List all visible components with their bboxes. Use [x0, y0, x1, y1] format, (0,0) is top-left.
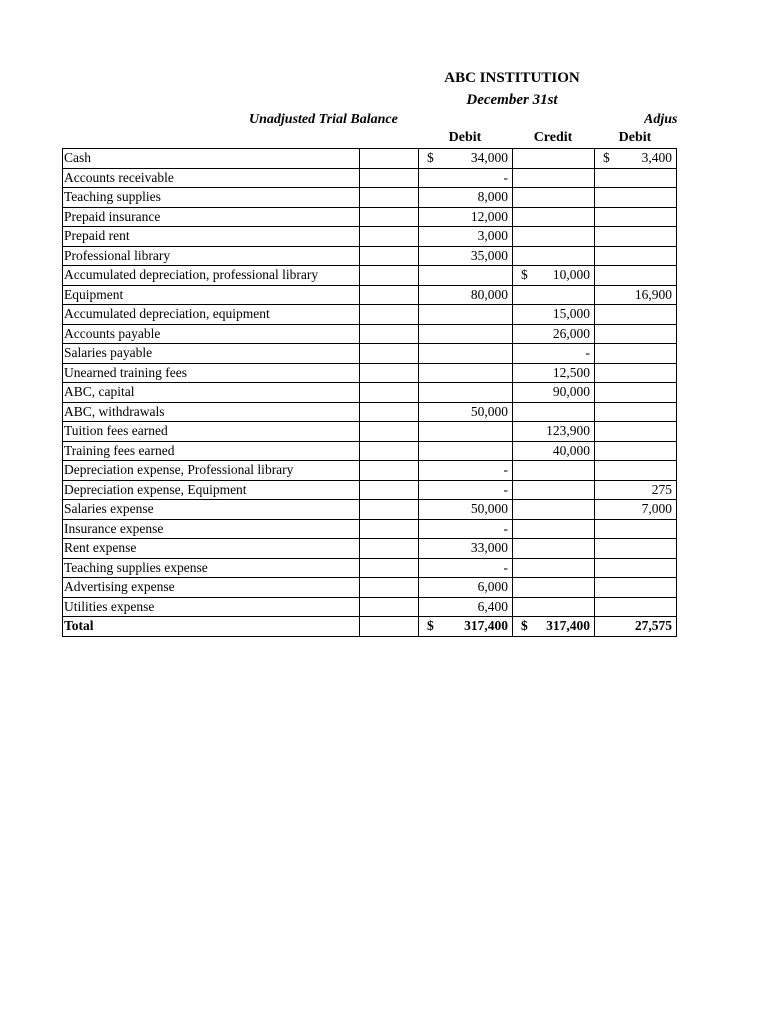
adjustment-debit-amount-cell: [595, 539, 677, 559]
debit-amount-cell: [419, 266, 513, 286]
adjustment-debit-amount-cell: [595, 266, 677, 286]
table-row: [63, 422, 677, 442]
account-name: Professional library: [63, 246, 360, 266]
adjustment-debit-amount-cell: [595, 383, 677, 403]
credit-amount-cell: [513, 500, 595, 520]
credit-amount: 123,900: [546, 423, 590, 439]
debit-amount: 6,000: [477, 579, 508, 595]
blank-cell: [360, 149, 419, 169]
table-row: [63, 500, 677, 520]
blank-cell: [360, 519, 419, 539]
adjustment-debit-amount: 16,900: [634, 286, 672, 302]
credit-amount: 26,000: [552, 325, 590, 341]
credit-amount: 90,000: [552, 384, 590, 400]
blank-cell: [360, 246, 419, 266]
account-name: ABC, withdrawals: [63, 402, 360, 422]
credit-amount-cell: [513, 422, 595, 442]
table-row: [63, 227, 677, 247]
debit-amount: 6,400: [477, 598, 508, 614]
credit-amount-cell: [513, 578, 595, 598]
table-row: [63, 246, 677, 266]
adjustment-debit-amount-cell: [595, 402, 677, 422]
adjustments-title: Adjus: [644, 112, 677, 127]
debit-amount: 12,000: [470, 208, 508, 224]
blank-cell: [360, 168, 419, 188]
account-name: Utilities expense: [63, 597, 360, 617]
table-row: [63, 324, 677, 344]
credit-amount-cell: [513, 305, 595, 325]
blank-cell: [360, 422, 419, 442]
account-name: Accounts payable: [63, 324, 360, 344]
blank-cell: [360, 344, 419, 364]
table-row: [63, 344, 677, 364]
blank-cell: [360, 558, 419, 578]
account-name: Teaching supplies: [63, 188, 360, 208]
blank-cell: [360, 617, 419, 637]
debit-amount-cell: [419, 402, 513, 422]
company-name: ABC INSTITUTION: [444, 70, 580, 86]
table-row: [63, 597, 677, 617]
adjustment-debit-amount-cell: [595, 246, 677, 266]
credit-amount-cell: [513, 539, 595, 559]
debit-amount-cell: [419, 168, 513, 188]
adjustment-debit-amount: 7,000: [641, 501, 672, 517]
credit-amount-cell: [513, 207, 595, 227]
table-row: [63, 305, 677, 325]
adjustment-debit-amount-cell: [595, 363, 677, 383]
table-row: [63, 402, 677, 422]
blank-cell: [360, 266, 419, 286]
adjustment-debit-amount-cell: [595, 422, 677, 442]
debit-amount: 35,000: [470, 247, 508, 263]
table-row: [63, 188, 677, 208]
credit-amount: 10,000: [552, 267, 590, 283]
adjustment-debit-amount-cell: [595, 344, 677, 364]
credit-amount: 15,000: [552, 306, 590, 322]
currency-symbol: $: [427, 150, 434, 165]
adjustment-debit-amount-cell: [595, 324, 677, 344]
credit-amount-cell: [513, 558, 595, 578]
credit-amount-cell: [513, 227, 595, 247]
account-name: Unearned training fees: [63, 363, 360, 383]
adjustment-debit-amount-cell: [595, 168, 677, 188]
currency-symbol: $: [603, 150, 610, 165]
debit-amount: 34,000: [470, 150, 508, 166]
adjustment-debit-amount-cell: [595, 149, 677, 169]
adjustment-debit-amount-cell: [595, 227, 677, 247]
account-name: Tuition fees earned: [63, 422, 360, 442]
debit-amount-cell: [419, 207, 513, 227]
table-row: [63, 558, 677, 578]
debit-column-header: Debit: [448, 130, 482, 145]
blank-cell: [360, 441, 419, 461]
credit-amount-cell: [513, 149, 595, 169]
debit-amount-cell: [419, 227, 513, 247]
adjustment-debit-amount-cell: [595, 500, 677, 520]
adjustment-debit-amount-cell: [595, 461, 677, 481]
debit-amount-cell: [419, 363, 513, 383]
credit-amount: 12,500: [552, 364, 590, 380]
blank-cell: [360, 207, 419, 227]
total-label: Total: [63, 617, 360, 637]
adjustment-debit-amount-cell: [595, 578, 677, 598]
credit-amount-cell: [513, 324, 595, 344]
debit-amount-cell: [419, 597, 513, 617]
debit-amount: 33,000: [470, 540, 508, 556]
account-name: Accumulated depreciation, equipment: [63, 305, 360, 325]
credit-amount-cell: [513, 285, 595, 305]
table-row: [63, 578, 677, 598]
account-name: Depreciation expense, Professional library: [63, 461, 360, 481]
table-row: [63, 285, 677, 305]
debit-amount-cell: [419, 617, 513, 637]
credit-amount-cell: [513, 597, 595, 617]
credit-amount: -: [585, 345, 590, 361]
blank-cell: [360, 188, 419, 208]
blank-cell: [360, 305, 419, 325]
account-name: Salaries expense: [63, 500, 360, 520]
account-name: Accounts receivable: [63, 168, 360, 188]
debit-amount: -: [503, 481, 508, 497]
debit-amount: 50,000: [470, 501, 508, 517]
debit-amount-cell: [419, 383, 513, 403]
adjustment-debit-amount-cell: [595, 207, 677, 227]
account-name: Equipment: [63, 285, 360, 305]
trial-balance-table: [62, 148, 677, 637]
credit-amount: 317,400: [546, 618, 590, 634]
debit-amount-cell: [419, 578, 513, 598]
account-name: Teaching supplies expense: [63, 558, 360, 578]
blank-cell: [360, 500, 419, 520]
debit-amount-cell: [419, 422, 513, 442]
blank-cell: [360, 227, 419, 247]
currency-symbol: $: [521, 267, 528, 282]
credit-amount-cell: [513, 363, 595, 383]
blank-cell: [360, 597, 419, 617]
blank-cell: [360, 480, 419, 500]
debit-amount-cell: [419, 305, 513, 325]
table-row: [63, 168, 677, 188]
credit-amount-cell: [513, 480, 595, 500]
blank-cell: [360, 461, 419, 481]
debit-amount: -: [503, 520, 508, 536]
adjustment-debit-amount-cell: [595, 285, 677, 305]
credit-amount-cell: [513, 402, 595, 422]
debit-amount-cell: [419, 519, 513, 539]
account-name: Rent expense: [63, 539, 360, 559]
account-name: Depreciation expense, Equipment: [63, 480, 360, 500]
adjustment-debit-amount-cell: [595, 597, 677, 617]
table-row: [63, 461, 677, 481]
table-row: [63, 363, 677, 383]
table-row: [63, 207, 677, 227]
debit-amount-cell: [419, 500, 513, 520]
adjustment-debit-amount-cell: [595, 441, 677, 461]
blank-cell: [360, 578, 419, 598]
blank-cell: [360, 363, 419, 383]
table-row: [63, 519, 677, 539]
table-row: [63, 149, 677, 169]
statement-date: December 31st: [466, 92, 558, 108]
debit-amount: -: [503, 169, 508, 185]
table-row: [63, 383, 677, 403]
adjustments-debit-column-header: Debit: [618, 130, 652, 145]
adjustment-debit-amount-cell: [595, 188, 677, 208]
debit-amount: 80,000: [470, 286, 508, 302]
debit-amount-cell: [419, 480, 513, 500]
debit-amount-cell: [419, 461, 513, 481]
adjustment-debit-amount: 27,575: [634, 618, 672, 634]
credit-amount-cell: [513, 246, 595, 266]
debit-amount: 8,000: [477, 189, 508, 205]
debit-amount-cell: [419, 324, 513, 344]
credit-amount-cell: [513, 188, 595, 208]
debit-amount-cell: [419, 188, 513, 208]
currency-symbol: $: [427, 618, 434, 633]
adjustment-debit-amount-cell: [595, 617, 677, 637]
debit-amount: 50,000: [470, 403, 508, 419]
debit-amount-cell: [419, 149, 513, 169]
blank-cell: [360, 285, 419, 305]
debit-amount: 3,000: [477, 228, 508, 244]
account-name: Cash: [63, 149, 360, 169]
adjustment-debit-amount: 3,400: [641, 150, 672, 166]
account-name: Insurance expense: [63, 519, 360, 539]
blank-cell: [360, 383, 419, 403]
debit-amount: -: [503, 559, 508, 575]
debit-amount-cell: [419, 246, 513, 266]
table-row: [63, 441, 677, 461]
table-row: [63, 539, 677, 559]
blank-cell: [360, 324, 419, 344]
credit-amount-cell: [513, 168, 595, 188]
credit-amount-cell: [513, 519, 595, 539]
credit-amount-cell: [513, 344, 595, 364]
credit-amount-cell: [513, 441, 595, 461]
account-name: ABC, capital: [63, 383, 360, 403]
table-row: [63, 266, 677, 286]
credit-amount-cell: [513, 617, 595, 637]
credit-column-header: Credit: [533, 130, 573, 145]
adjustment-debit-amount-cell: [595, 480, 677, 500]
account-name: Prepaid rent: [63, 227, 360, 247]
debit-amount-cell: [419, 344, 513, 364]
credit-amount-cell: [513, 383, 595, 403]
debit-amount: -: [503, 462, 508, 478]
blank-cell: [360, 402, 419, 422]
account-name: Prepaid insurance: [63, 207, 360, 227]
adjustment-debit-amount: 275: [651, 481, 672, 497]
account-name: Accumulated depreciation, professional library: [63, 266, 360, 286]
credit-amount: 40,000: [552, 442, 590, 458]
account-name: Training fees earned: [63, 441, 360, 461]
debit-amount-cell: [419, 539, 513, 559]
debit-amount-cell: [419, 558, 513, 578]
credit-amount-cell: [513, 266, 595, 286]
adjustment-debit-amount-cell: [595, 305, 677, 325]
table-row: [63, 480, 677, 500]
credit-amount-cell: [513, 461, 595, 481]
currency-symbol: $: [521, 618, 528, 633]
debit-amount-cell: [419, 441, 513, 461]
debit-amount-cell: [419, 285, 513, 305]
blank-cell: [360, 539, 419, 559]
debit-amount: 317,400: [464, 618, 508, 634]
account-name: Advertising expense: [63, 578, 360, 598]
adjustment-debit-amount-cell: [595, 558, 677, 578]
account-name: Salaries payable: [63, 344, 360, 364]
adjustment-debit-amount-cell: [595, 519, 677, 539]
total-row: [63, 617, 677, 637]
unadjusted-trial-balance-title: Unadjusted Trial Balance: [249, 112, 398, 127]
